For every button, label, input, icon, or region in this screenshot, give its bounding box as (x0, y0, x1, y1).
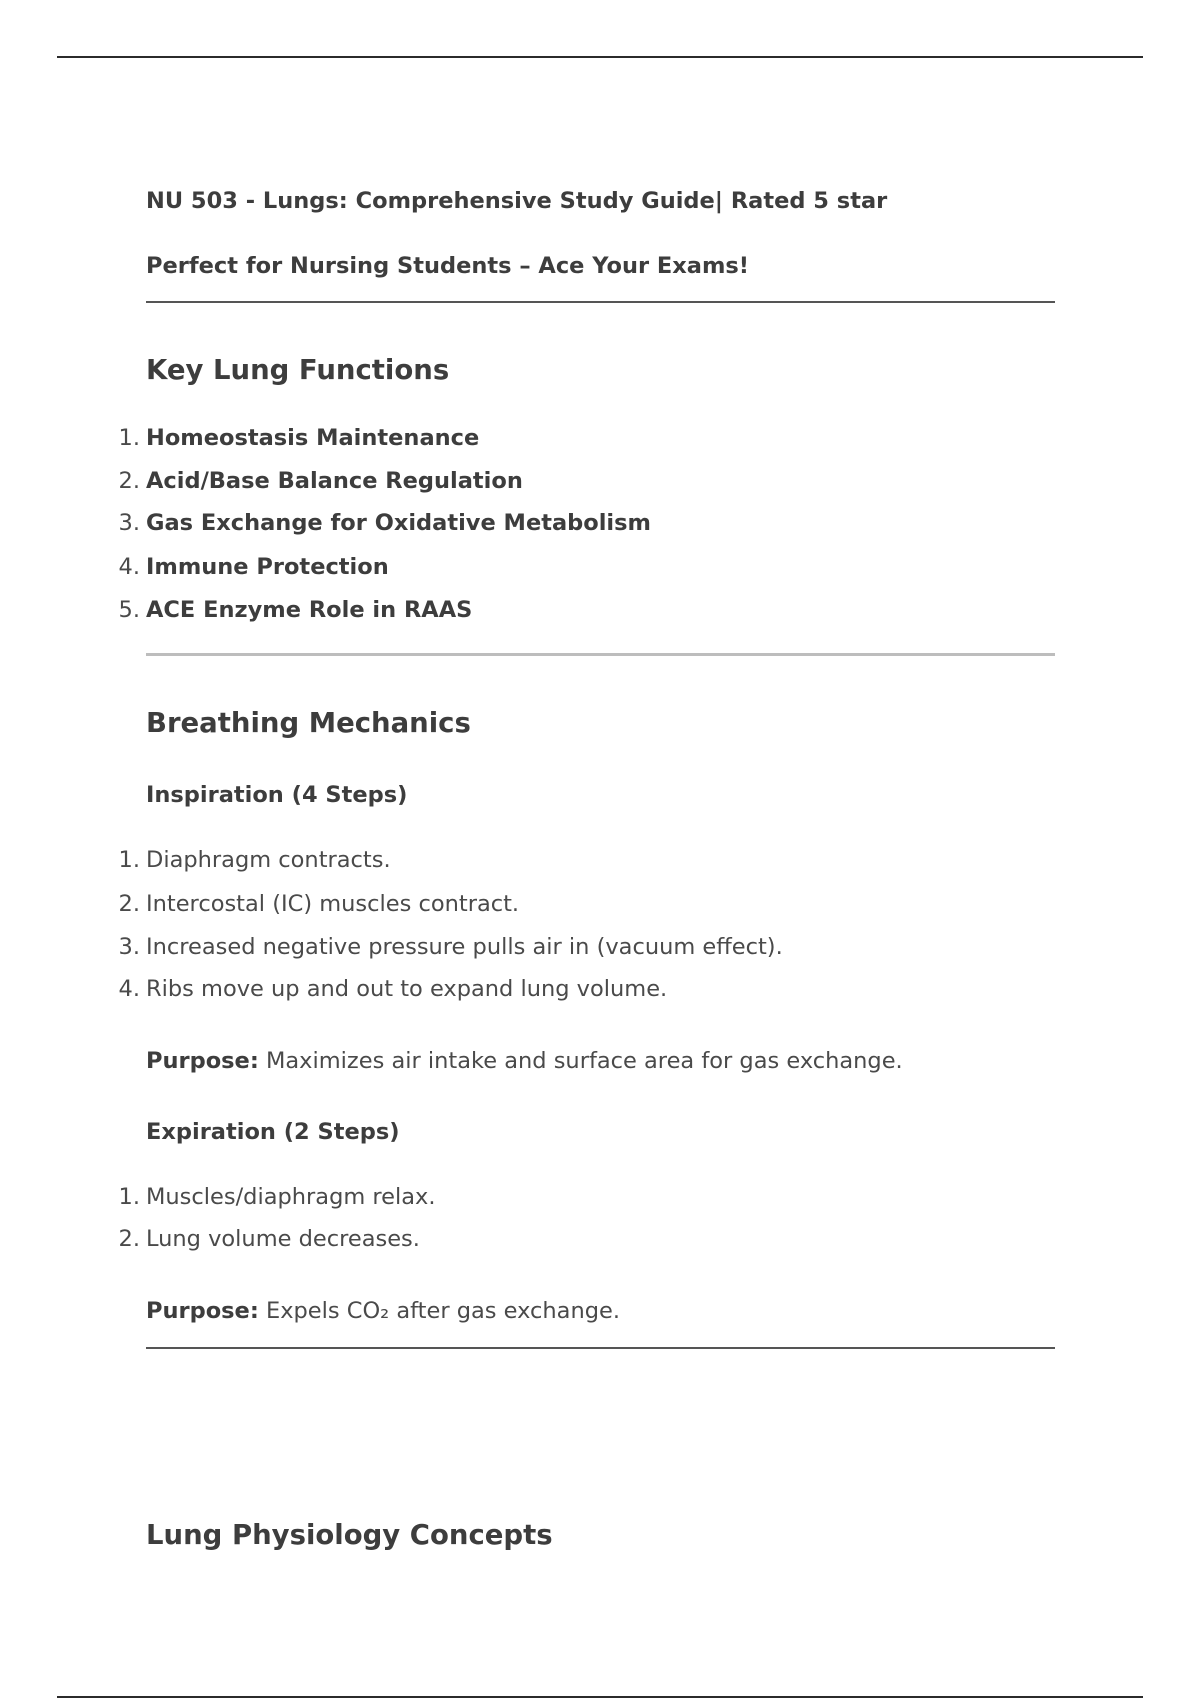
list-item-number: 1. (118, 425, 140, 451)
list-item (118, 976, 783, 1019)
page-bottom-rule (57, 1696, 1143, 1698)
list-item-text: Ribs move up and out to expand lung volume. (146, 976, 668, 1002)
list-item-text: Intercostal (IC) muscles contract. (146, 891, 520, 917)
list-item-text: Gas Exchange for Oxidative Metabolism (146, 510, 651, 536)
section-heading-lung-physiology: Lung Physiology Concepts (146, 1519, 553, 1551)
expiration-steps-list (118, 1184, 436, 1268)
list-item (118, 425, 651, 468)
expiration-purpose (146, 1298, 620, 1324)
document-subtitle: Perfect for Nursing Students – Ace Your Exams! (146, 253, 750, 279)
list-item-number: 1. (118, 847, 140, 873)
subheading-expiration: Expiration (2 Steps) (146, 1119, 400, 1145)
list-item-number: 5. (118, 597, 140, 623)
subheading-inspiration: Inspiration (4 Steps) (146, 782, 408, 808)
purpose-label: Purpose: (146, 1048, 259, 1074)
list-item (118, 1226, 436, 1268)
list-item-number: 1. (118, 1184, 140, 1210)
purpose-label: Purpose: (146, 1298, 259, 1324)
purpose-text: Maximizes air intake and surface area for gas exchange. (258, 1048, 903, 1074)
list-item (118, 934, 783, 976)
list-item (118, 510, 651, 554)
list-item-text: Immune Protection (146, 554, 389, 580)
list-item (118, 468, 651, 510)
section-heading-breathing-mechanics: Breathing Mechanics (146, 707, 471, 739)
list-item-number: 4. (118, 976, 140, 1002)
list-item-number: 3. (118, 934, 140, 960)
section-divider (146, 653, 1055, 656)
list-item-number: 2. (118, 468, 140, 494)
list-item (118, 1184, 436, 1226)
list-item-text: Increased negative pressure pulls air in (vacuum effect). (146, 934, 783, 960)
document-title: NU 503 - Lungs: Comprehensive Study Guide| Rated 5 star (146, 188, 888, 214)
list-item-text: Muscles/diaphragm relax. (146, 1184, 436, 1210)
inspiration-purpose (146, 1048, 903, 1074)
list-item-text: ACE Enzyme Role in RAAS (146, 597, 473, 623)
list-item (118, 597, 651, 639)
list-item-number: 2. (118, 1226, 140, 1252)
header-divider (146, 301, 1055, 303)
list-item-number: 2. (118, 891, 140, 917)
list-item-text: Acid/Base Balance Regulation (146, 468, 523, 494)
purpose-text: Expels CO₂ after gas exchange. (258, 1298, 621, 1324)
list-item-text: Homeostasis Maintenance (146, 425, 480, 451)
list-item-text: Diaphragm contracts. (146, 847, 391, 873)
list-item (118, 554, 651, 597)
list-item (118, 847, 783, 891)
list-item-number: 3. (118, 510, 140, 536)
section-divider (146, 1347, 1055, 1349)
page-top-rule (57, 56, 1143, 58)
list-item-number: 4. (118, 554, 140, 580)
inspiration-steps-list (118, 847, 783, 1019)
list-item (118, 891, 783, 934)
key-functions-list (118, 425, 651, 639)
section-heading-key-functions: Key Lung Functions (146, 354, 450, 386)
list-item-text: Lung volume decreases. (146, 1226, 420, 1252)
